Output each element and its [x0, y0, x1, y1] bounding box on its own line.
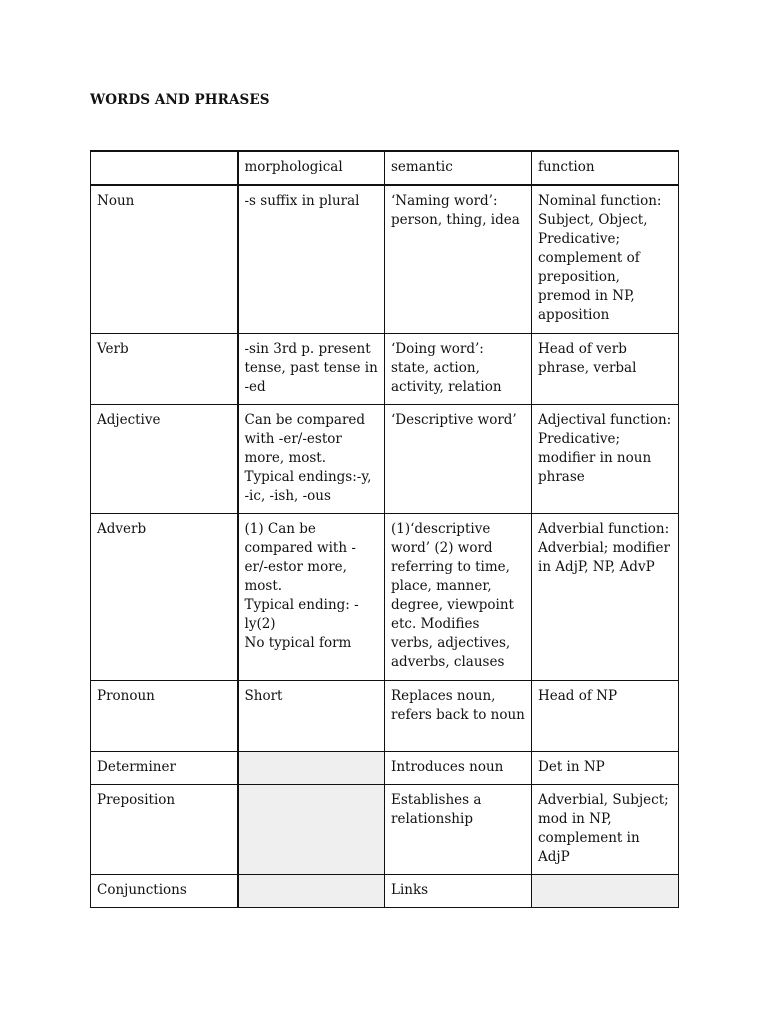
header-semantic: semantic [385, 151, 532, 185]
morphological-cell: -s suffix in plural [238, 185, 385, 333]
morphological-cell-empty [238, 751, 385, 784]
semantic-cell: Introduces noun [385, 751, 532, 784]
header-empty-cell [91, 151, 238, 185]
function-cell-empty [532, 874, 679, 907]
table-row-noun [91, 185, 679, 333]
semantic-cell: ‘Naming word’: person, thing, idea [385, 185, 532, 333]
morphological-cell-empty [238, 784, 385, 874]
semantic-cell: Replaces noun, refers back to noun [385, 680, 532, 751]
table-row-pronoun [91, 680, 679, 751]
header-row [91, 151, 679, 185]
row-label: Noun [91, 185, 238, 333]
semantic-cell: Links [385, 874, 532, 907]
table-row-conjunctions [91, 874, 679, 907]
morphological-cell: (1) Can be compared with -er/-estor more, most. Typical ending: -ly(2) No typical form [238, 513, 385, 680]
semantic-cell: ‘Doing word’: state, action, activity, relation [385, 333, 532, 404]
semantic-cell: Establishes a relationship [385, 784, 532, 874]
function-cell: Head of NP [532, 680, 679, 751]
function-cell: Det in NP [532, 751, 679, 784]
morphological-cell: -sin 3rd p. present tense, past tense in -ed [238, 333, 385, 404]
function-cell: Adverbial, Subject; mod in NP, complement in AdjP [532, 784, 679, 874]
table-row-adverb [91, 513, 679, 680]
word-classes-table [90, 150, 679, 908]
table-row-adjective [91, 404, 679, 513]
page-title: WORDS AND PHRASES [90, 92, 270, 108]
row-label: Verb [91, 333, 238, 404]
function-cell: Head of verb phrase, verbal [532, 333, 679, 404]
row-label: Determiner [91, 751, 238, 784]
function-cell: Nominal function: Subject, Object, Predicative; complement of preposition, premod in NP, apposition [532, 185, 679, 333]
function-cell: Adverbial function: Adverbial; modifier in AdjP, NP, AdvP [532, 513, 679, 680]
row-label: Conjunctions [91, 874, 238, 907]
table-row-preposition [91, 784, 679, 874]
header-morphological: morphological [238, 151, 385, 185]
table-row-verb [91, 333, 679, 404]
morphological-cell-empty [238, 874, 385, 907]
row-label: Preposition [91, 784, 238, 874]
row-label: Adverb [91, 513, 238, 680]
morphological-cell: Can be compared with -er/-estor more, most. Typical endings:-y, -ic, -ish, -ous [238, 404, 385, 513]
semantic-cell: ‘Descriptive word’ [385, 404, 532, 513]
function-cell: Adjectival function: Predicative; modifier in noun phrase [532, 404, 679, 513]
row-label: Adjective [91, 404, 238, 513]
row-label: Pronoun [91, 680, 238, 751]
table-row-determiner [91, 751, 679, 784]
morphological-cell: Short [238, 680, 385, 751]
semantic-cell: (1)‘descriptive word’ (2) word referring to time, place, manner, degree, viewpoint etc. Modifies verbs, adjectives, adverbs, clauses [385, 513, 532, 680]
header-function: function [532, 151, 679, 185]
